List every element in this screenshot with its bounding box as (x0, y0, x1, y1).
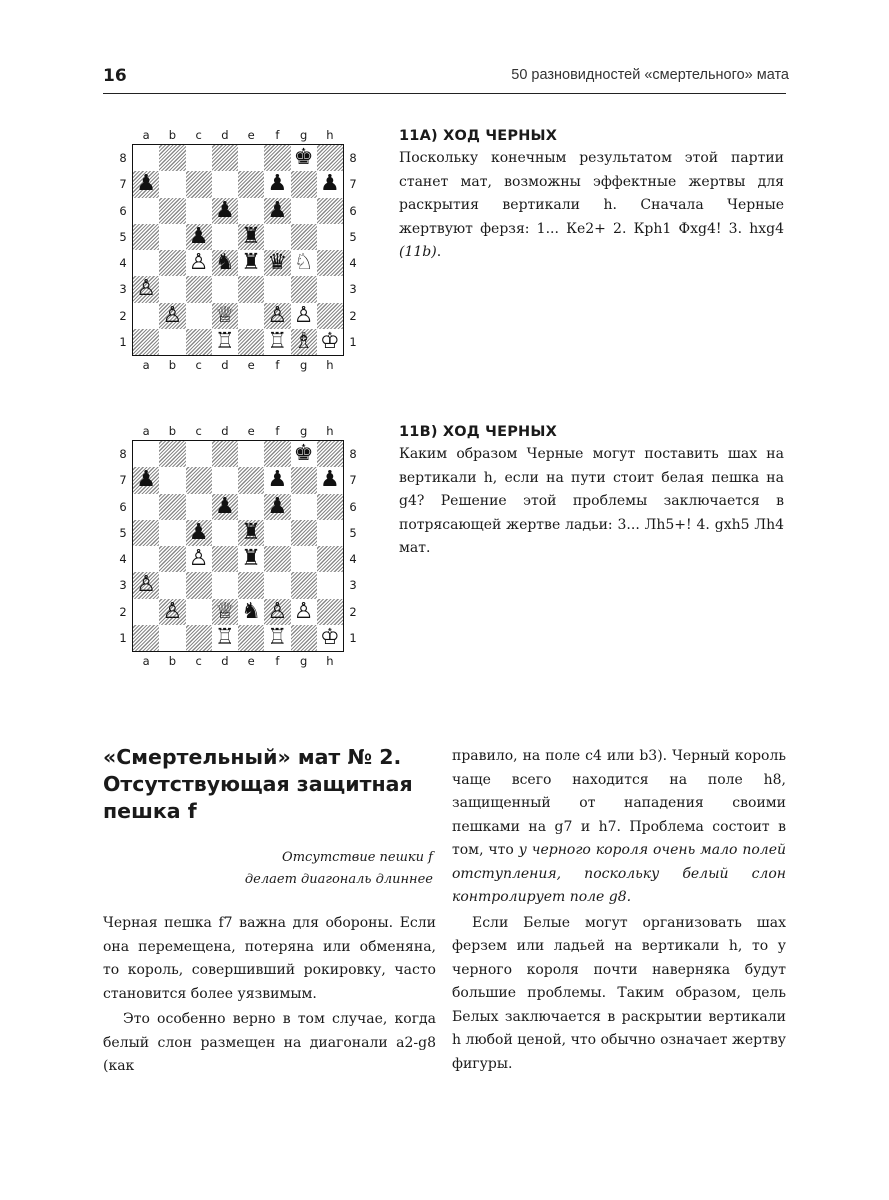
file-label: g (299, 654, 308, 668)
chess-piece-icon: ♜ (241, 223, 261, 249)
file-labels-bottom (133, 654, 343, 670)
file-label: a (142, 358, 150, 372)
board-square (159, 171, 185, 197)
board-square (238, 546, 264, 572)
left-column (103, 912, 436, 1079)
file-label: e (247, 358, 255, 372)
chess-piece-icon: ♟ (215, 197, 235, 223)
task-11b (399, 424, 784, 561)
board-square (133, 276, 159, 302)
file-label: c (195, 358, 202, 372)
file-label: h (326, 128, 334, 142)
chess-piece-icon: ♟ (267, 493, 288, 519)
board-square (317, 303, 343, 329)
rank-label: 8 (349, 151, 357, 166)
board-square (159, 572, 185, 598)
board-square (238, 276, 264, 302)
board-square (291, 572, 317, 598)
board-square (133, 250, 159, 276)
file-label: f (275, 128, 280, 142)
rank-label: 6 (119, 203, 127, 218)
board-square (159, 145, 185, 171)
chess-piece-icon: ♙ (188, 250, 209, 276)
rank-label: 6 (349, 203, 357, 218)
board-square (317, 276, 343, 302)
board-square (159, 224, 185, 250)
rank-label: 3 (349, 282, 357, 297)
file-label: h (326, 358, 334, 372)
chess-piece-icon: ♔ (320, 624, 340, 650)
file-label: b (168, 424, 177, 438)
board-square (317, 494, 343, 520)
chess-piece-icon: ♙ (162, 302, 183, 328)
chess-piece-icon: ♗ (293, 328, 314, 354)
board-square (317, 171, 343, 197)
heading-line: «Смертельный» мат № 2. (103, 745, 402, 769)
rank-label: 4 (119, 552, 127, 567)
board-square (133, 625, 159, 651)
board-square (133, 520, 159, 546)
rank-label: 7 (119, 473, 127, 488)
board-square (291, 329, 317, 355)
board-square (159, 276, 185, 302)
file-label: c (195, 128, 202, 142)
diagram-reference: (11b) (399, 244, 437, 260)
rank-label: 4 (349, 256, 357, 271)
board-square (317, 250, 343, 276)
board-square (212, 520, 238, 546)
board-square (317, 224, 343, 250)
paragraph (452, 745, 786, 910)
file-labels-top (133, 424, 343, 440)
epigraph-line: Отсутствие пешки f (282, 850, 433, 865)
rank-label: 5 (119, 229, 127, 244)
file-label: d (221, 128, 229, 142)
board-square (133, 572, 159, 598)
file-label: g (299, 358, 308, 372)
sentence-end: . (436, 244, 442, 260)
board-square (159, 329, 185, 355)
board-square (133, 467, 159, 493)
board-square (159, 198, 185, 224)
board-square (186, 224, 212, 250)
chess-piece-icon: ♖ (267, 328, 288, 354)
board-square (186, 250, 212, 276)
file-label: e (247, 128, 255, 142)
board-square (212, 467, 238, 493)
file-label: d (221, 358, 229, 372)
task-title: 11В) ХОД ЧЕРНЫХ (399, 424, 557, 440)
header-divider (103, 93, 786, 94)
board-square (317, 467, 343, 493)
chess-piece-icon: ♖ (215, 624, 235, 650)
rank-label: 2 (349, 604, 357, 619)
chess-piece-icon: ♙ (267, 302, 288, 328)
rank-label: 6 (349, 499, 357, 514)
file-label: f (275, 424, 280, 438)
board-square (186, 276, 212, 302)
board-square (238, 250, 264, 276)
board-square (238, 494, 264, 520)
file-label: b (168, 654, 177, 668)
board-square (212, 145, 238, 171)
board-square (291, 198, 317, 224)
board-square (212, 250, 238, 276)
board-square (133, 546, 159, 572)
file-label: b (168, 128, 177, 142)
file-label: a (142, 128, 150, 142)
rank-label: 7 (349, 177, 357, 192)
task-body: Поскольку конечным результатом этой партии станет мат, возможны эффектные жертвы для раскрытия вертикали h. Сначала Черные жертвуют ферзя: 1... Ке2+ 2. Крh1 Фхg4! 3. hxg4 (399, 150, 784, 237)
board-square (133, 303, 159, 329)
board-square (291, 625, 317, 651)
board-square (264, 467, 290, 493)
running-title: 50 разновидностей «смертельного» мата (511, 67, 789, 83)
board-square (186, 441, 212, 467)
chess-piece-icon: ♙ (136, 572, 156, 598)
task-text: Каким образом Черные могут поставить шах на вертикали h, если на пути стоит белая пешка на g4? Решение этой проблемы заключается в потрясающей жертве ладьи: 3... Лh5+! 4. gxh5 Лh4 мат. (399, 446, 784, 556)
board-square (238, 145, 264, 171)
board-square (212, 546, 238, 572)
board-square (291, 276, 317, 302)
board-square (159, 250, 185, 276)
chess-piece-icon: ♙ (293, 302, 314, 328)
file-label: g (299, 128, 308, 142)
emphasized-text: у черного короля очень мало полей отступления, поскольку белый слон контролирует поле g8. (452, 842, 786, 905)
rank-label: 5 (349, 229, 357, 244)
board-square (264, 572, 290, 598)
rank-label: 4 (119, 256, 127, 271)
chess-piece-icon: ♖ (267, 624, 288, 650)
file-labels-bottom (133, 358, 343, 374)
file-label: c (195, 424, 202, 438)
board-square (159, 546, 185, 572)
board-square (238, 467, 264, 493)
rank-label: 7 (349, 473, 357, 488)
file-label: d (221, 654, 229, 668)
board-square (291, 546, 317, 572)
board-square (186, 329, 212, 355)
file-label: e (247, 654, 255, 668)
rank-labels-right (346, 441, 360, 651)
board-square (238, 572, 264, 598)
board-square (186, 572, 212, 598)
board-square (264, 494, 290, 520)
board-square (159, 520, 185, 546)
chess-piece-icon: ♜ (241, 250, 261, 276)
chess-board (132, 440, 344, 652)
chess-piece-icon: ♟ (267, 467, 288, 493)
board-square (264, 276, 290, 302)
board-square (238, 224, 264, 250)
chess-piece-icon: ♜ (241, 546, 261, 572)
board-square (291, 494, 317, 520)
file-label: f (275, 654, 280, 668)
paragraph: Если Белые могут организовать шах ферзем или ладьей на вертикали h, то у черного короля почти наверняка будут большие проблемы. Таким образом, цель Белых заключается в раскрытии вертикали h любой ценой, что обычно означает жертву фигуры. (452, 914, 786, 1072)
board-square (238, 625, 264, 651)
board-square (186, 599, 212, 625)
board-square (317, 520, 343, 546)
board-square (186, 520, 212, 546)
chess-piece-icon: ♖ (215, 328, 235, 354)
board-square (133, 224, 159, 250)
task-text (399, 147, 784, 265)
right-column (452, 745, 786, 1076)
board-square (238, 599, 264, 625)
board-square (159, 467, 185, 493)
board-square (238, 520, 264, 546)
board-square (133, 329, 159, 355)
chess-piece-icon: ♕ (215, 598, 235, 624)
rank-label: 3 (119, 578, 127, 593)
chess-piece-icon: ♙ (293, 598, 314, 624)
chess-piece-icon: ♟ (136, 171, 156, 197)
task-title: 11А) ХОД ЧЕРНЫХ (399, 128, 558, 144)
chess-piece-icon: ♙ (267, 598, 288, 624)
chess-piece-icon: ♟ (215, 493, 235, 519)
heading-line: Отсутствующая защитная (103, 772, 413, 796)
chess-piece-icon: ♛ (267, 250, 288, 276)
board-square (317, 625, 343, 651)
board-square (186, 625, 212, 651)
board-square (264, 250, 290, 276)
board-square (291, 250, 317, 276)
board-square (238, 303, 264, 329)
board-square (133, 198, 159, 224)
epigraph (103, 847, 433, 891)
rank-labels-right (346, 145, 360, 355)
paragraph-text: правило, на поле c4 или b3). Черный король чаще всего находится на поле h8, защищенный от нападения своими пешками на g7 и h7. Проблема состоит в том, что (452, 748, 786, 858)
rank-label: 8 (119, 151, 127, 166)
page-number: 16 (103, 66, 127, 86)
board-square (212, 224, 238, 250)
board-square (317, 572, 343, 598)
board-square (186, 303, 212, 329)
board-square (159, 441, 185, 467)
board-square (212, 303, 238, 329)
board-square (264, 198, 290, 224)
rank-label: 8 (349, 447, 357, 462)
rank-label: 2 (119, 308, 127, 323)
file-label: b (168, 358, 177, 372)
board-square (212, 625, 238, 651)
board-square (186, 494, 212, 520)
board-square (317, 198, 343, 224)
chess-piece-icon: ♟ (320, 467, 340, 493)
chess-piece-icon: ♞ (215, 250, 235, 276)
file-label: h (326, 654, 334, 668)
board-square (291, 441, 317, 467)
rank-labels-left (116, 441, 130, 651)
rank-label: 1 (349, 630, 357, 645)
board-square (264, 171, 290, 197)
board-square (238, 198, 264, 224)
file-label: g (299, 424, 308, 438)
task-11a (399, 128, 784, 265)
chess-piece-icon: ♜ (241, 519, 261, 545)
board-square (238, 171, 264, 197)
chess-piece-icon: ♟ (188, 223, 209, 249)
board-square (264, 546, 290, 572)
paragraph: Это особенно верно в том случае, когда белый слон размещен на диагонали a2-g8 (как (103, 1011, 436, 1074)
board-square (186, 467, 212, 493)
file-label: e (247, 424, 255, 438)
file-label: a (142, 424, 150, 438)
board-square (317, 599, 343, 625)
board-square (291, 599, 317, 625)
chess-piece-icon: ♞ (241, 598, 261, 624)
board-square (133, 599, 159, 625)
rank-label: 3 (349, 578, 357, 593)
board-square (159, 599, 185, 625)
chess-piece-icon: ♟ (267, 171, 288, 197)
board-square (159, 625, 185, 651)
chess-piece-icon: ♙ (188, 546, 209, 572)
rank-label: 2 (349, 308, 357, 323)
board-square (212, 276, 238, 302)
board-square (264, 599, 290, 625)
chess-piece-icon: ♕ (215, 302, 235, 328)
file-label: f (275, 358, 280, 372)
board-square (317, 329, 343, 355)
rank-label: 2 (119, 604, 127, 619)
file-label: h (326, 424, 334, 438)
board-square (238, 441, 264, 467)
rank-label: 4 (349, 552, 357, 567)
chess-piece-icon: ♘ (293, 250, 314, 276)
board-square (186, 171, 212, 197)
chess-piece-icon: ♔ (320, 328, 340, 354)
board-square (264, 145, 290, 171)
board-square (133, 441, 159, 467)
rank-label: 5 (119, 525, 127, 540)
rank-label: 3 (119, 282, 127, 297)
board-square (133, 145, 159, 171)
rank-label: 5 (349, 525, 357, 540)
board-square (212, 171, 238, 197)
board-square (264, 520, 290, 546)
board-square (317, 441, 343, 467)
board-square (133, 171, 159, 197)
board-square (212, 599, 238, 625)
board-square (317, 546, 343, 572)
chess-piece-icon: ♚ (293, 441, 314, 467)
rank-label: 8 (119, 447, 127, 462)
board-square (159, 303, 185, 329)
section-heading (103, 744, 433, 825)
board-square (212, 494, 238, 520)
chess-piece-icon: ♟ (188, 519, 209, 545)
board-square (212, 329, 238, 355)
paragraph: Черная пешка f7 важна для обороны. Если она перемещена, потеряна или обменяна, то король, совершивший рокировку, часто становится более уязвимым. (103, 915, 436, 1002)
chess-piece-icon: ♟ (320, 171, 340, 197)
board-square (291, 171, 317, 197)
chess-piece-icon: ♙ (162, 598, 183, 624)
chess-piece-icon: ♟ (267, 197, 288, 223)
board-square (291, 145, 317, 171)
file-label: a (142, 654, 150, 668)
board-square (212, 441, 238, 467)
board-square (186, 546, 212, 572)
board-square (238, 329, 264, 355)
board-square (291, 224, 317, 250)
file-labels-top (133, 128, 343, 144)
file-label: d (221, 424, 229, 438)
board-square (317, 145, 343, 171)
epigraph-line: делает диагональ длиннее (244, 872, 433, 887)
rank-label: 1 (119, 630, 127, 645)
heading-line: пешка f (103, 799, 197, 823)
chess-piece-icon: ♚ (293, 145, 314, 171)
board-square (291, 303, 317, 329)
board-square (264, 224, 290, 250)
board-square (133, 494, 159, 520)
board-square (159, 494, 185, 520)
board-square (264, 441, 290, 467)
board-square (212, 572, 238, 598)
rank-label: 7 (119, 177, 127, 192)
rank-label: 1 (349, 334, 357, 349)
board-square (264, 303, 290, 329)
board-square (186, 198, 212, 224)
board-square (264, 329, 290, 355)
board-square (264, 625, 290, 651)
board-square (212, 198, 238, 224)
rank-label: 6 (119, 499, 127, 514)
chess-piece-icon: ♟ (136, 467, 156, 493)
board-square (186, 145, 212, 171)
file-label: c (195, 654, 202, 668)
rank-labels-left (116, 145, 130, 355)
chess-piece-icon: ♙ (136, 276, 156, 302)
chess-board (132, 144, 344, 356)
board-square (291, 467, 317, 493)
rank-label: 1 (119, 334, 127, 349)
board-square (291, 520, 317, 546)
